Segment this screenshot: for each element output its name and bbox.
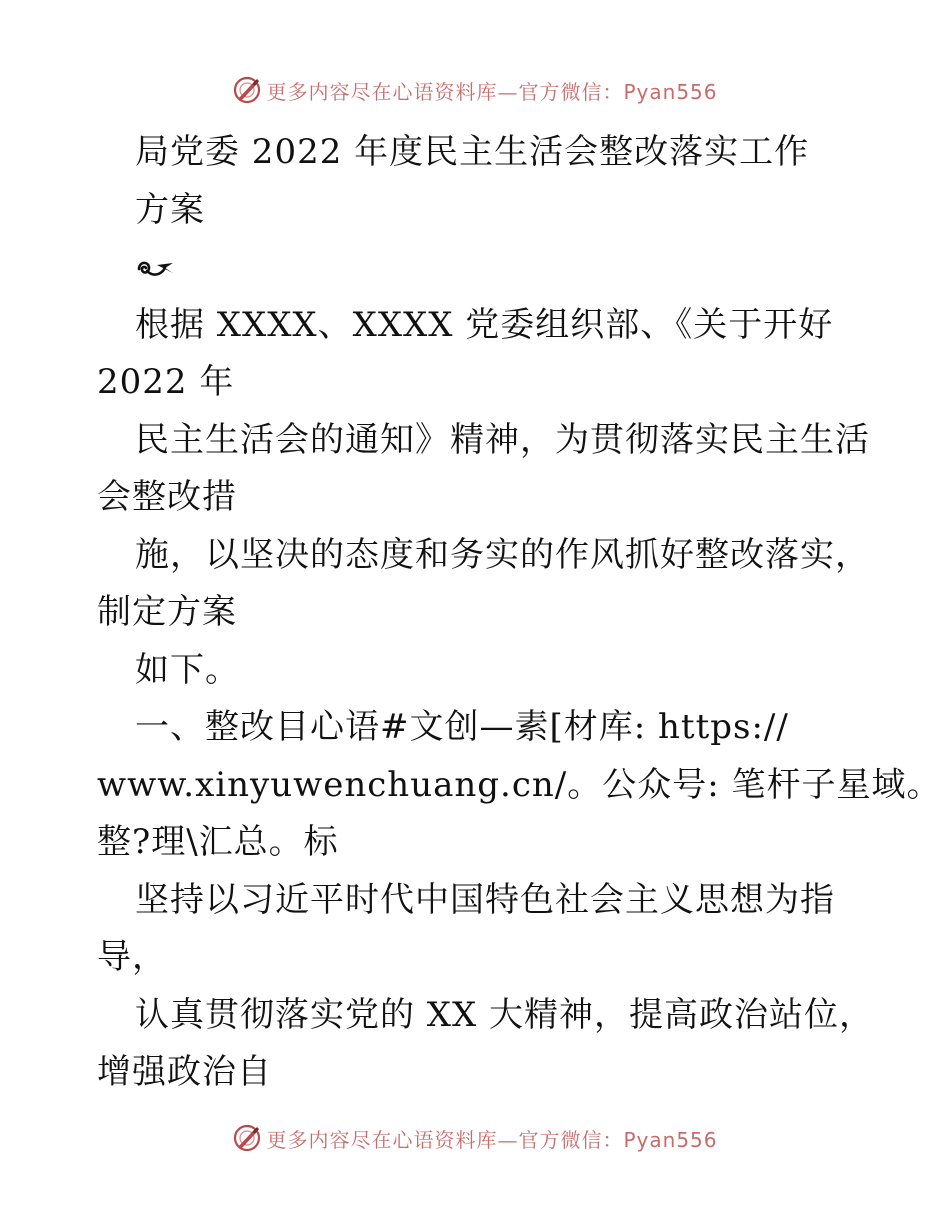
footer-watermark-banner — [0, 1118, 950, 1158]
banner-text: 更多内容尽在心语资料库—官方微信：Pyan556 — [266, 1127, 718, 1152]
pen-logo-icon — [232, 1123, 262, 1153]
document-line: 会整改措 — [97, 477, 237, 517]
document-line: 施，以坚决的态度和务实的作风抓好整改落实， — [135, 534, 870, 575]
document-line: 方案 — [135, 189, 205, 230]
document-line: 2022 年 — [97, 362, 235, 402]
document-line: 制定方案 — [97, 592, 237, 632]
document-line: 整?理\汇总。标 — [97, 822, 339, 862]
document-body — [97, 124, 942, 1102]
ornament-divider — [97, 239, 867, 297]
document-line: 增强政治自 — [97, 1052, 272, 1092]
pen-logo-icon — [232, 75, 262, 105]
document-line: 局党委 2022 年度民主生活会整改落实工作 — [135, 132, 810, 172]
document-line: 坚持以习近平时代中国特色社会主义思想为指 — [135, 879, 835, 920]
banner-text: 更多内容尽在心语资料库—官方微信：Pyan556 — [266, 79, 718, 104]
document-line: 如下。 — [135, 649, 240, 690]
document-line: www.xinyuwenchuang.cn/。公众号: 笔杆子星域。 — [97, 764, 942, 805]
banner-wechat-id: Pyan556 — [623, 1127, 718, 1152]
header-watermark-banner — [0, 70, 950, 110]
document-line: 认真贯彻落实党的 XX 大精神，提高政治站位， — [135, 994, 875, 1035]
banner-wechat-id: Pyan556 — [623, 79, 718, 104]
document-line: 导， — [97, 937, 167, 977]
document-line: 根据 XXXX、XXXX 党委组织部、《关于开好 — [135, 304, 834, 345]
document-line: 民主生活会的通知》精神，为贯彻落实民主生活 — [135, 419, 870, 460]
document-line: 一、整改目心语#文创—素[材库: https:// — [135, 707, 789, 747]
ornament-flourish-icon — [135, 253, 175, 283]
